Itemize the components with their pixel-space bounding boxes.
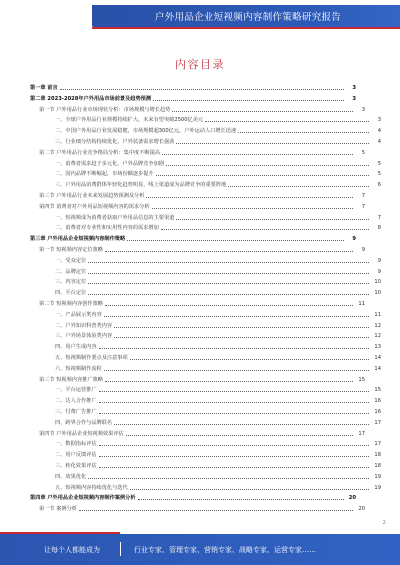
toc-entry[interactable] [30,95,356,103]
toc-entry-label: 四、跨界合作与品牌联名 [55,419,113,426]
toc-entry[interactable] [30,354,381,362]
toc-entry[interactable] [30,84,356,92]
toc-entry-page: 4 [377,139,381,145]
toc-entry[interactable] [30,505,365,513]
toc-entry-page: 12 [374,333,381,340]
toc-entry[interactable] [30,246,365,254]
toc-entry-label: 一、数据指标评估 [55,441,97,448]
toc-entry[interactable] [30,160,381,168]
toc-entry-leader [104,370,369,371]
toc-entry-label: 第一节 户外用品行业市场现状分析：市场规模与增长趋势 [39,106,171,113]
toc-entry-page: 15 [358,376,365,383]
toc-entry-page: 5 [377,171,381,178]
toc-entry-page: 3 [352,85,356,91]
toc-entry-page: 9 [377,257,381,264]
toc-entry-leader [153,100,344,101]
toc-entry-label: 六、短视频制作流程 [55,365,102,372]
toc-entry-leader [99,391,369,392]
toc-entry-page: 15 [374,387,381,394]
toc-entry-label: 二、达人合作推广 [55,398,97,405]
toc-entry-label: 三、内容定位 [55,279,87,286]
footer-slogan-left: 让每个人都能成为 [44,546,100,554]
toc-entry[interactable] [30,494,356,502]
toc-entry-label: 第二节 户外用品行业竞争格局分析：集中度不断提高 [39,149,160,156]
toc-entry-label: 二、消费者对专业性和实用性内容的需求增加 [55,225,159,232]
toc-entry[interactable] [30,397,381,405]
toc-entry[interactable] [30,116,381,124]
toc-entry-page: 3 [377,117,381,124]
toc-entry-leader [79,510,353,511]
toc-entry-leader [88,294,369,295]
toc-entry-page: 17 [374,441,381,448]
toc-entry-leader [99,348,369,349]
toc-entry[interactable] [30,343,381,351]
toc-entry-label: 一、平台运营推广 [55,387,97,394]
toc-entry[interactable] [30,376,365,384]
toc-entry-leader [130,489,369,490]
toc-entry[interactable] [30,235,356,243]
toc-entry[interactable] [30,451,381,459]
toc-entry-leader [176,219,369,220]
toc-entry-leader [176,143,369,144]
toc-entry-label: 第一章 前言 [30,85,58,91]
toc-entry-leader [114,424,369,425]
toc-entry-page: 7 [377,214,381,221]
toc-entry[interactable] [30,289,381,297]
toc-entry-page: 16 [374,398,381,405]
toc-entry-page: 20 [348,495,356,502]
toc-entry-page: 9 [352,236,356,243]
toc-entry-label: 四、平台定位 [55,290,87,297]
toc-entry[interactable] [30,278,381,286]
toc-entry-page: 9 [377,268,381,275]
toc-entry[interactable] [30,106,365,114]
toc-entry-leader [99,402,369,403]
toc-entry-leader [104,316,369,317]
page-number: 2 [382,520,386,526]
toc-entry-label: 二、户外知识科普类内容 [55,322,113,329]
toc-entry-page: 10 [374,279,381,286]
toc-entry[interactable] [30,192,365,200]
toc-entry-label: 第三节 户外用品行业未来发展趋势预测及分析 [39,193,145,199]
toc-entry-page: 20 [358,506,365,513]
toc-entry-label: 四、用户生成内容 [55,344,97,351]
toc-entry-leader [162,154,353,155]
toc-entry-page: 4 [377,128,381,135]
footer-divider [120,542,121,556]
toc-entry[interactable] [30,386,381,394]
toc-entry-leader [105,251,353,252]
table-of-contents [30,84,381,516]
toc-entry[interactable] [30,473,381,481]
toc-entry-leader [88,283,369,284]
toc-entry-page: 11 [374,311,381,318]
toc-heading: 内容目录 [175,58,225,71]
toc-entry-leader [126,435,353,436]
report-title: 户外用品企业短视频内容制作策略研究报告 [154,12,342,23]
toc-entry[interactable] [30,430,365,438]
toc-entry-label: 二、国内品牌不断崛起，市场份额逐步提升 [55,171,154,178]
toc-entry-label: 二、品牌定位 [55,268,87,275]
toc-entry-page: 7 [361,203,365,210]
footer-slogan-right: 行业专家、管理专家、营销专家、战略专家、运营专家…… [134,546,316,554]
toc-entry-page: 18 [374,452,381,459]
toc-entry[interactable] [30,311,381,319]
toc-entry-label: 二、中国户外用品行业发展稳健，市场规模超300亿元，户外运动人口增长迅速 [55,128,237,135]
header-accent-line [92,27,400,29]
toc-entry[interactable] [30,170,381,178]
toc-entry-leader [130,359,369,360]
toc-entry-label: 一、受众定位 [55,257,87,264]
toc-entry-label: 第三章 户外用品企业短视频内容制作策略 [30,236,126,243]
toc-entry-page: 13 [374,344,381,351]
toc-entry-label: 第二章 2023-2028年户外用品市场前景及趋势预测 [30,95,152,102]
toc-entry[interactable] [30,365,381,373]
toc-entry[interactable] [30,203,365,211]
toc-entry-leader [138,499,344,500]
toc-entry-label: 一、全球户外用品行业规模持续扩大，未来有望突破2500亿美元 [55,117,204,124]
toc-entry-page: 11 [358,301,365,307]
toc-entry[interactable] [30,257,381,265]
toc-entry[interactable] [30,268,381,276]
toc-entry[interactable] [30,149,365,157]
toc-entry-leader [146,197,353,198]
toc-entry-label: 三、付费广告推广 [55,409,97,415]
toc-entry-page: 18 [374,463,381,469]
toc-entry-page: 14 [374,365,381,372]
toc-entry-label: 三、行业细分结构持续优化，户外装备需求增长强劲 [55,139,175,145]
toc-entry-leader [88,478,369,479]
toc-entry-page: 6 [377,182,381,189]
toc-entry-label: 二、用户反馈评估 [55,452,97,459]
toc-entry-leader [99,413,369,414]
toc-entry-page: 3 [352,95,356,102]
toc-entry-leader [156,175,369,176]
toc-entry-label: 五、短视频制作要点及注意事项 [55,355,128,361]
toc-entry[interactable] [30,440,381,448]
toc-entry-page: 14 [374,355,381,361]
toc-entry-leader [60,89,344,90]
toc-entry-leader [161,229,369,230]
toc-entry-page: 16 [374,409,381,415]
toc-entry[interactable] [30,127,381,135]
toc-entry-page: 19 [374,473,381,480]
toc-entry-leader [88,273,369,274]
toc-entry-label: 五、短视频内容持续优化与迭代 [55,484,128,491]
toc-entry-page: 12 [374,322,381,329]
toc-entry-leader [114,337,369,338]
toc-entry-label: 第一节 短视频内容定位策略 [39,247,103,253]
toc-entry-leader [88,262,369,263]
toc-entry[interactable] [30,214,381,222]
toc-entry-leader [166,165,369,166]
toc-entry-page: 3 [361,106,365,113]
toc-entry[interactable] [30,408,381,416]
toc-entry-label: 一、短视频成为消费者获取户外用品信息的主要渠道 [55,214,175,221]
toc-entry[interactable] [30,484,381,492]
toc-entry-leader [172,111,353,112]
toc-entry-page: 7 [361,193,365,199]
toc-entry-leader [228,186,369,187]
toc-entry[interactable] [30,300,365,308]
toc-entry-leader [205,121,369,122]
toc-entry-label: 第三节 短视频内容推广策略 [39,376,103,383]
toc-entry-label: 第二节 短视频内容创作策略 [39,301,103,307]
toc-entry-page: 5 [361,149,365,156]
toc-entry[interactable] [30,322,381,330]
toc-entry-label: 三、户外场景体验类内容 [55,333,113,340]
toc-entry-label: 第四节 户外用品企业短视频效果评估 [39,430,124,437]
toc-entry-page: 9 [361,247,365,253]
toc-entry-label: 三、转化效果评估 [55,463,97,469]
toc-entry-leader [99,467,369,468]
toc-entry-page: 10 [374,290,381,297]
toc-entry-page: 5 [377,160,381,167]
toc-entry[interactable] [30,138,381,146]
toc-entry-label: 一、产品展示类内容 [55,311,102,318]
toc-entry-leader [99,456,369,457]
toc-entry-label: 四、效果优化 [55,473,87,480]
toc-entry-leader [238,132,369,133]
toc-entry-leader [127,240,344,241]
toc-entry-label: 第四节 消费者对户外用品短视频内容的需求分析 [39,203,150,210]
toc-entry-leader [105,381,353,382]
toc-entry-page: 8 [377,225,381,232]
toc-entry-leader [114,327,369,328]
toc-entry[interactable] [30,181,381,189]
toc-entry[interactable] [30,224,381,232]
toc-entry-leader [152,208,353,209]
toc-entry-label: 三、户外用品消费群体年轻化趋势明显，线上渠道成为品牌竞争的重要阵地 [55,182,227,189]
toc-entry-label: 第四章 户外用品企业短视频内容制作案例分析 [30,495,136,502]
toc-entry[interactable] [30,462,381,470]
toc-entry-page: 17 [358,430,365,437]
toc-entry-page: 19 [374,484,381,491]
toc-entry-label: 一、消费者需求趋于多元化，户外品牌竞争加剧 [55,160,164,167]
toc-entry-leader [105,305,353,306]
toc-entry[interactable] [30,332,381,340]
toc-entry[interactable] [30,419,381,427]
toc-entry-leader [99,445,369,446]
toc-entry-page: 17 [374,419,381,426]
toc-entry-label: 第一节 案例分析 [39,506,77,513]
